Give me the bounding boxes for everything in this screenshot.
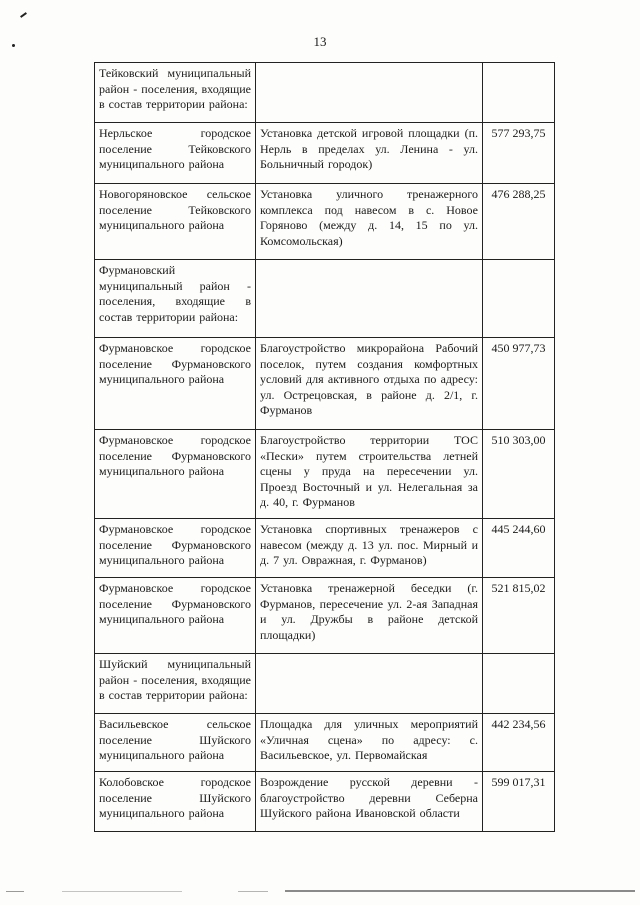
table-row [95,184,555,260]
municipality-cell: Фурмановский муниципальный район - поселения, входящие в состав территории района: [95,260,256,338]
table-row [95,654,555,714]
municipality-cell: Шуйский муниципальный район - поселения, входящие в состав территории района: [95,654,256,714]
scan-noise [0,889,640,895]
municipality-cell: Колобовское городское поселение Шуйского муниципального района [95,772,256,832]
project-cell: Установка уличного тренажерного комплекса под навесом в с. Новое Горяново (между д. 14, 15 по ул. Комсомольская) [256,184,483,260]
municipality-cell: Фурмановское городское поселение Фурмановского муниципального района [95,519,256,578]
table-row [95,430,555,519]
project-cell: Благоустройство микрорайона Рабочий поселок, путем создания комфортных условий для активного отдыха по адресу: ул. Острецовская, в районе д. 2/1, г. Фурманов [256,338,483,430]
municipality-cell: Фурмановское городское поселение Фурмановского муниципального района [95,338,256,430]
project-cell: Установка детской игровой площадки (п. Нерль в пределах ул. Ленина - ул. Больничный городок) [256,123,483,184]
municipality-cell: Новогоряновское сельское поселение Тейковского муниципального района [95,184,256,260]
amount-cell: 450 977,73 [483,338,555,430]
amount-cell [483,260,555,338]
project-cell: Площадка для уличных мероприятий «Уличная сцена» по адресу: с. Васильевское, ул. Первомайская [256,714,483,772]
amount-cell: 445 244,60 [483,519,555,578]
project-cell [256,63,483,123]
projects-table [94,62,555,832]
amount-cell: 476 288,25 [483,184,555,260]
table-row [95,123,555,184]
table-row [95,338,555,430]
table-row [95,260,555,338]
project-cell: Возрождение русской деревни - благоустройство деревни Себерна Шуйского района Ивановской области [256,772,483,832]
amount-cell: 510 303,00 [483,430,555,519]
municipality-cell: Фурмановское городское поселение Фурмановского муниципального района [95,430,256,519]
municipality-cell: Фурмановское городское поселение Фурмановского муниципального района [95,578,256,654]
project-cell: Установка спортивных тренажеров с навесом (между д. 13 ул. пос. Мирный и д. 7 ул. Овражная, г. Фурманов) [256,519,483,578]
project-cell [256,654,483,714]
table-row [95,519,555,578]
amount-cell [483,63,555,123]
table-row [95,63,555,123]
amount-cell: 521 815,02 [483,578,555,654]
table-row [95,578,555,654]
amount-cell: 599 017,31 [483,772,555,832]
project-cell: Благоустройство территории ТОС «Пески» путем строительства летней сцены у пруда на пересечении ул. Проезд Восточный и ул. Нелегальная за д. 40, г. Фурманов [256,430,483,519]
scan-mark [20,12,27,18]
amount-cell: 442 234,56 [483,714,555,772]
project-cell [256,260,483,338]
table-row [95,714,555,772]
page-number: 13 [313,34,327,49]
amount-cell: 577 293,75 [483,123,555,184]
municipality-cell: Васильевское сельское поселение Шуйского муниципального района [95,714,256,772]
municipality-cell: Тейковский муниципальный район - поселения, входящие в состав территории района: [95,63,256,123]
amount-cell [483,654,555,714]
project-cell: Установка тренажерной беседки (г. Фурманов, пересечение ул. 2-ая Западная и ул. Дружбы в районе детской площадки) [256,578,483,654]
municipality-cell: Нерльское городское поселение Тейковского муниципального района [95,123,256,184]
table-row [95,772,555,832]
